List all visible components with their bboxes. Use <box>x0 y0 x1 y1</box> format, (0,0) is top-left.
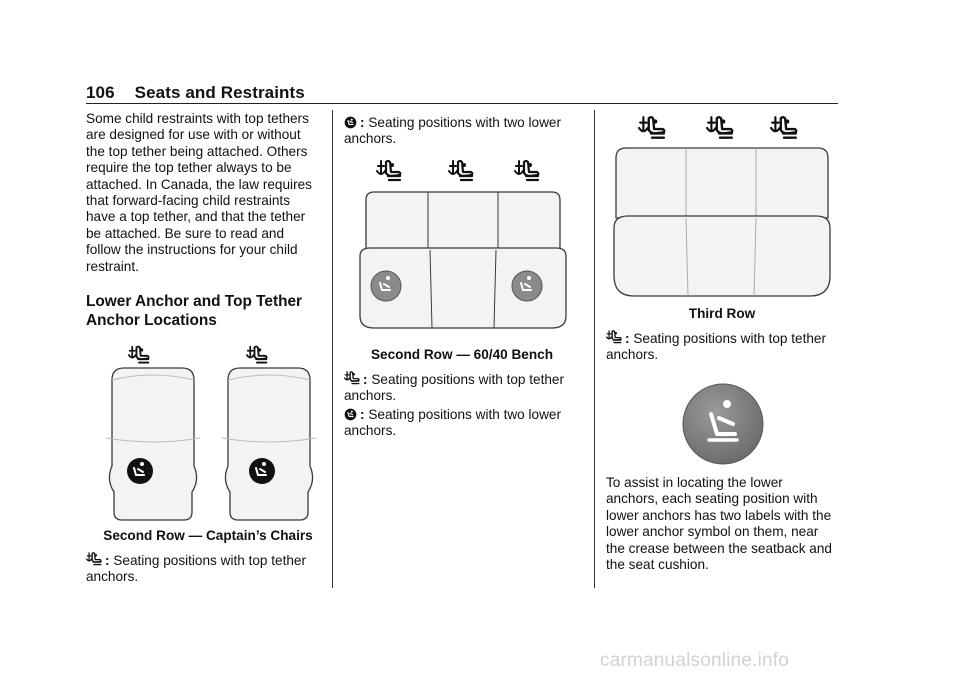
captain-chair-right <box>222 368 316 520</box>
lower-anchor-icon <box>344 408 357 421</box>
lower-anchor-label-icon <box>371 271 401 301</box>
captain-chair-left <box>106 368 200 520</box>
lower-anchor-legend-top <box>344 115 582 148</box>
lower-anchor-icon <box>344 116 357 129</box>
legend-text: Seating positions with two lower anchors. <box>344 115 561 147</box>
tether-anchor-icon <box>771 117 796 137</box>
third-row-figure <box>610 110 834 300</box>
tether-legend <box>606 329 838 364</box>
bench-caption: Second Row — 60/40 Bench <box>370 347 554 362</box>
legend-colon: : <box>363 372 368 387</box>
tether-anchor-icon <box>129 347 149 363</box>
tether-anchor-icon <box>377 161 400 180</box>
legend-text: Seating positions with top tether anchors. <box>86 553 307 585</box>
lower-anchor-label-icon <box>512 271 542 301</box>
captains-chairs-figure <box>92 340 324 522</box>
captains-chairs-caption: Second Row — Captain’s Chairs <box>103 528 313 543</box>
tether-anchor-icon <box>515 161 538 180</box>
tether-anchor-icon <box>344 370 360 386</box>
legend-text: Seating positions with two lower anchors. <box>344 407 561 439</box>
legend-colon: : <box>105 553 110 568</box>
legend-text: Seating positions with top tether anchors. <box>606 331 827 363</box>
lower-anchor-legend-bottom <box>344 407 582 440</box>
tether-anchor-icon <box>247 347 267 363</box>
watermark: carmanualsonline.info <box>600 650 790 671</box>
legend-colon: : <box>625 331 630 346</box>
tether-anchor-icon <box>86 551 102 567</box>
tether-anchor-icon <box>707 117 732 137</box>
tether-anchor-icon <box>449 161 472 180</box>
column-divider-2 <box>594 110 595 588</box>
column-divider-1 <box>332 110 333 588</box>
legend-colon: : <box>360 407 365 422</box>
page-number: 106 <box>86 83 115 102</box>
tether-legend <box>344 370 582 405</box>
legend-colon: : <box>360 115 365 130</box>
subheading-anchor-locations: Lower Anchor and Top Tether Anchor Locations <box>86 293 303 329</box>
lower-anchor-labels-paragraph: To assist in locating the lower anchors, each seating position with lower anchors has two labels with the lower anchor symbol on them, near the crease between the seatback and the seat cushion. <box>606 475 832 573</box>
header-rule <box>86 103 838 104</box>
tether-legend <box>86 551 326 586</box>
page-header <box>86 83 305 103</box>
tether-anchor-icon <box>606 329 622 345</box>
intro-paragraph: Some child restraints with top tethers are designed for use with or without the top tether being attached. Others require the top tether always to be attached. In Canada, the law requires that forward-facing child restraints have a top tether, and that the tether be attached. Be sure to read and follow the instructions for your child restraint. <box>86 111 312 274</box>
tether-anchor-icon <box>639 117 664 137</box>
lower-anchor-label-icon <box>681 382 765 466</box>
third-row-caption: Third Row <box>688 306 756 321</box>
bench-60-40-figure <box>352 152 574 340</box>
legend-text: Seating positions with top tether anchors. <box>344 372 565 404</box>
section-title: Seats and Restraints <box>134 83 305 102</box>
